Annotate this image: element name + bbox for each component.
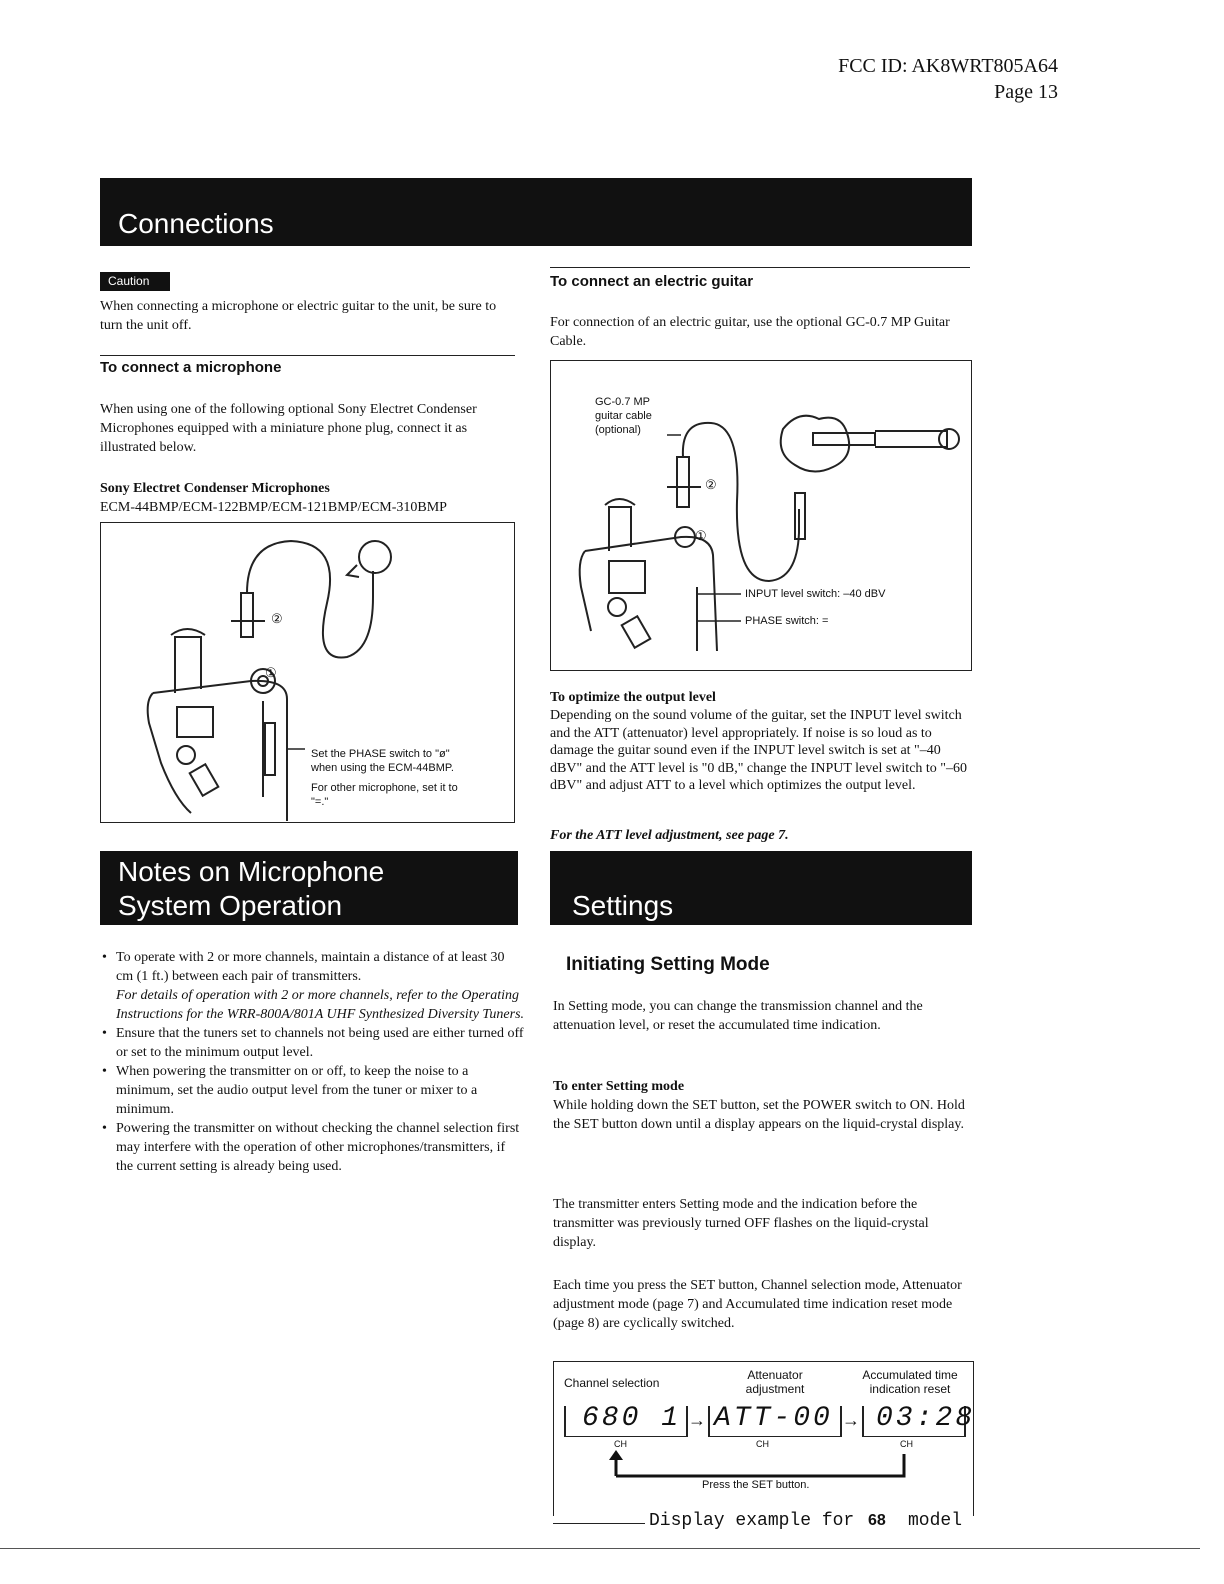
notes-title-bar [100, 851, 518, 925]
guitar-text: For connection of an electric guitar, use the optional GC-0.7 MP Guitar Cable. [550, 315, 950, 349]
settings-title: Settings [572, 890, 674, 921]
optimize-text: Depending on the sound volume of the guitar, set the INPUT level switch and the ATT (attenuator) level appropriately. If noise is so loud as to damage the guitar sound even if the INPUT level switch is set at "–40 dBV" and the ATT level is "0 dB," change the INPUT level switch to "–60 dBV" and adjust ATT to a level which optimizes the output level. [550, 708, 968, 793]
mic-models: ECM-44BMP/ECM-122BMP/ECM-121BMP/ECM-310BMP [100, 500, 447, 515]
phase-callout-3: For other microphone, set it to [311, 782, 458, 794]
note-3: When powering the transmitter on or off, to keep the noise to a minimum, set the audio output level from the tuner or mixer to a minimum. [116, 1064, 478, 1117]
display-cycle-diagram [553, 1361, 974, 1516]
divider [550, 267, 970, 268]
accumulated-label-2: indication reset [869, 1382, 951, 1396]
cable-label-3: (optional) [595, 424, 641, 436]
channel-selection-label: Channel selection [564, 1376, 660, 1390]
enter-text: While holding down the SET button, set the POWER switch to ON. Hold the SET button down until a display appears on the liquid-crystal display. [553, 1098, 965, 1132]
input-level-label: INPUT level switch: –40 dBV [745, 588, 886, 600]
divider [100, 355, 515, 356]
caution-badge [100, 272, 170, 291]
microphone-connection-figure [100, 522, 515, 823]
accumulated-label-1: Accumulated time [862, 1368, 958, 1382]
list-item [100, 1024, 525, 1062]
phase-callout-4: "=." [311, 796, 329, 808]
divider [553, 1523, 645, 1524]
optimize-ref: For the ATT level adjustment, see page 7. [550, 828, 789, 843]
enters-text: The transmitter enters Setting mode and the indication before the transmitter was previously turned OFF flashes on the liquid-crystal display. [553, 1197, 929, 1250]
lcd-channel [564, 1403, 688, 1437]
step-2-marker: ② [271, 611, 283, 626]
fcc-id: FCC ID: AK8WRT805A64 [838, 55, 1058, 77]
setting-mode-heading: Initiating Setting Mode [566, 954, 770, 975]
optimize-heading: To optimize the output level [550, 690, 716, 705]
page-bottom-rule [0, 1548, 1200, 1549]
mic-heading: To connect a microphone [100, 359, 282, 376]
phase-switch-label: PHASE switch: = [745, 615, 829, 627]
microphone-illustration [101, 523, 513, 821]
lcd-attenuator-value: ATT-00 [714, 1403, 833, 1434]
ch-label: CH [756, 1439, 769, 1449]
notes-title-line1: Notes on Microphone [118, 856, 385, 887]
cycle-text: Each time you press the SET button, Channel selection mode, Attenuator adjustment mode (page 7) and Accumulated time indication reset mode (page 8) are cyclically switched. [553, 1278, 962, 1331]
step-1-marker: ① [265, 665, 277, 680]
mic-text: When using one of the following optional Sony Electret Condenser Microphones equipped with a miniature phone plug, connect it as illustrated below. [100, 402, 477, 455]
connections-title: Connections [118, 208, 274, 239]
caution-label: Caution [108, 274, 150, 288]
attenuator-label-2: adjustment [745, 1382, 805, 1396]
cable-label-1: GC-0.7 MP [595, 396, 651, 408]
note-4: Powering the transmitter on without checking the channel selection first may interfere with the operation of other microphones/transmitters, if the current setting is already being used. [116, 1121, 520, 1174]
page-number: Page 13 [994, 81, 1058, 103]
cable-label-2: guitar cable [595, 410, 652, 422]
caution-text: When connecting a microphone or electric guitar to the unit, be sure to turn the unit off. [100, 299, 497, 333]
note-1-ref: For details of operation with 2 or more channels, refer to the Operating Instructions for the WRR-800A/801A UHF Synthesized Diversity Tuners. [116, 988, 525, 1022]
lcd-accumulated [862, 1403, 976, 1437]
lcd-accumulated-value: 03:28 [876, 1403, 976, 1434]
connections-title-bar [100, 178, 972, 246]
press-set-label: Press the SET button. [702, 1479, 810, 1491]
ch-label: CH [614, 1439, 627, 1449]
caption-model-number: 68 [868, 1512, 886, 1529]
diagram-caption [553, 1511, 974, 1534]
list-item [100, 1062, 525, 1119]
ch-label: CH [900, 1439, 913, 1449]
list-item [100, 1119, 525, 1176]
list-item [100, 948, 525, 1024]
note-2: Ensure that the tuners set to channels not being used are either turned off or set to the minimum output level. [116, 1026, 524, 1060]
notes-title-line2: System Operation [118, 890, 343, 921]
note-1: To operate with 2 or more channels, maintain a distance of at least 30 cm (1 ft.) between each pair of transmitters. [116, 950, 505, 984]
caption-text: Display example for [649, 1511, 855, 1531]
arrow-right-icon: → [688, 1410, 706, 1430]
enter-heading: To enter Setting mode [553, 1079, 685, 1094]
attenuator-label-1: Attenuator [747, 1368, 803, 1382]
step-2-marker: ② [705, 477, 717, 492]
mic-list-title: Sony Electret Condenser Microphones [100, 481, 330, 496]
guitar-connection-figure [550, 360, 972, 671]
guitar-heading: To connect an electric guitar [550, 273, 754, 290]
lcd-channel-value: 680 1 [582, 1403, 682, 1434]
caption-model: model [908, 1511, 963, 1531]
step-1-marker: ① [695, 528, 707, 543]
arrow-right-icon: → [842, 1410, 860, 1430]
notes-list [100, 948, 525, 1176]
settings-intro: In Setting mode, you can change the transmission channel and the attenuation level, or reset the accumulated time indication. [553, 999, 923, 1033]
settings-title-bar [550, 851, 972, 925]
phase-callout-2: when using the ECM-44BMP. [311, 762, 454, 774]
lcd-attenuator [708, 1403, 842, 1437]
phase-callout-1: Set the PHASE switch to "ø" [311, 748, 450, 760]
